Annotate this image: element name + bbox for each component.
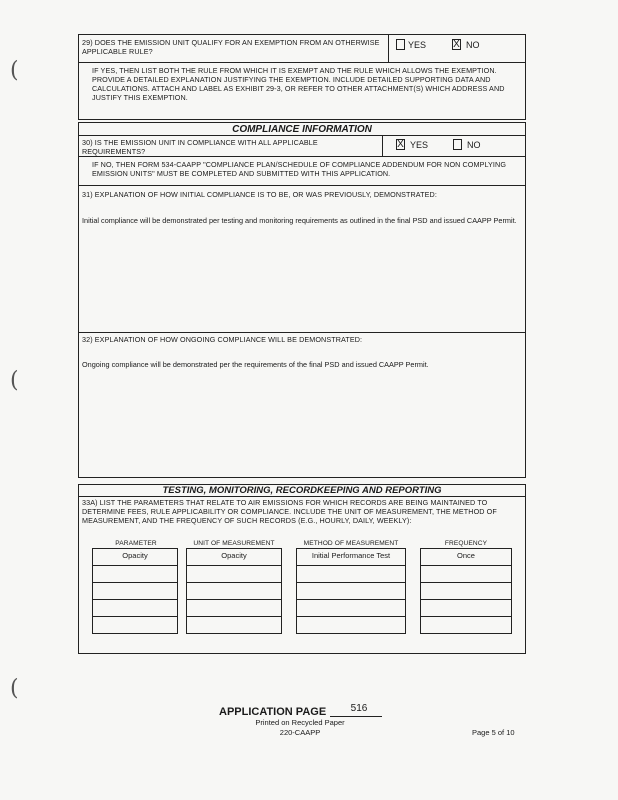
q32-question: 32) EXPLANATION OF HOW ONGOING COMPLIANCE WILL BE DEMONSTRATED: xyxy=(82,335,363,344)
form-id: 220-CAAPP xyxy=(279,728,321,737)
table-cell[interactable] xyxy=(92,582,178,600)
col-header-frequency: FREQUENCY xyxy=(444,540,488,547)
table-cell[interactable] xyxy=(420,616,512,634)
q30-yes-checkbox[interactable]: X xyxy=(397,139,404,150)
table-cell[interactable] xyxy=(420,565,512,583)
q32-answer: Ongoing compliance will be demonstrated per the requirements of the final PSD and issued CAAPP Permit. xyxy=(82,360,429,369)
q31-answer: Initial compliance will be demonstrated per testing and monitoring requirements as outlined in the final PSD and issued CAAPP Permit. xyxy=(82,216,517,225)
q29-yes-checkbox[interactable] xyxy=(396,39,405,50)
page-number: Page 5 of 10 xyxy=(472,728,515,737)
table-cell[interactable] xyxy=(186,565,282,583)
q30-no-label: NO xyxy=(467,140,481,150)
q29-no-label: NO xyxy=(466,40,480,50)
application-page-number: 516 xyxy=(350,703,368,714)
q30-yes-label: YES xyxy=(410,140,429,150)
col-header-parameter: PARAMETER xyxy=(115,540,157,547)
table-cell[interactable] xyxy=(296,616,406,634)
q29-instructions: IF YES, THEN LIST BOTH THE RULE FROM WHICH IT IS EXEMPT AND THE RULE WHICH ALLOWS THE EXEMPTION. PROVIDE A DETAILED EXPLANATION JUSTIFYING THE EXEMPTION. INCLUDE DETAILED SUPPORTING DATA AND CALCULATIONS. ATTACH AND LABEL AS EXHIBIT 29-3, OR REFER TO OTHER ATTACHMENT(S) WHICH ADDRESS AND JUSTIFY THIS EXEMPTION. xyxy=(92,66,505,102)
punch-hole-mark: ( xyxy=(10,58,19,83)
q29-no-checkbox[interactable]: X xyxy=(453,39,460,50)
col-header-method: METHOD OF MEASUREMENT xyxy=(303,540,399,547)
table-cell[interactable]: Opacity xyxy=(92,548,178,566)
table-cell[interactable]: Initial Performance Test xyxy=(296,548,406,566)
table-cell[interactable]: Opacity xyxy=(186,548,282,566)
table-cell[interactable] xyxy=(186,599,282,617)
col-header-unit: UNIT OF MEASUREMENT xyxy=(193,540,275,547)
table-cell[interactable] xyxy=(296,565,406,583)
table-cell[interactable] xyxy=(92,616,178,634)
q29-yes-label: YES xyxy=(408,40,427,50)
recycled-paper-note: Printed on Recycled Paper xyxy=(255,718,345,727)
table-cell[interactable] xyxy=(186,616,282,634)
table-cell[interactable] xyxy=(92,565,178,583)
table-cell[interactable] xyxy=(420,599,512,617)
punch-hole-mark: ( xyxy=(10,676,19,701)
q30-question: 30) IS THE EMISSION UNIT IN COMPLIANCE WITH ALL APPLICABLE REQUIREMENTS? xyxy=(82,138,318,156)
q31-question: 31) EXPLANATION OF HOW INITIAL COMPLIANCE IS TO BE, OR WAS PREVIOUSLY, DEMONSTRATED: xyxy=(82,190,437,199)
table-cell[interactable] xyxy=(296,599,406,617)
table-cell[interactable] xyxy=(296,582,406,600)
compliance-header: COMPLIANCE INFORMATION xyxy=(232,124,372,135)
testing-header: TESTING, MONITORING, RECORDKEEPING AND REPORTING xyxy=(162,485,442,496)
q30-no-checkbox[interactable] xyxy=(453,139,462,150)
table-cell[interactable] xyxy=(186,582,282,600)
q33a-question: 33A) LIST THE PARAMETERS THAT RELATE TO AIR EMISSIONS FOR WHICH RECORDS ARE BEING MAINTAINED TO DETERMINE FEES, RULE APPLICABILITY OR COMPLIANCE. INCLUDE THE UNIT OF MEASUREMENT, THE METHOD OF MEASUREMENT, AND THE FREQUENCY OF SUCH RECORDS (E.G., HOURLY, DAILY, WEEKLY): xyxy=(82,498,497,525)
table-cell[interactable] xyxy=(92,599,178,617)
punch-hole-mark: ( xyxy=(10,368,19,393)
table-cell[interactable] xyxy=(420,582,512,600)
q29-question: 29) DOES THE EMISSION UNIT QUALIFY FOR AN EXEMPTION FROM AN OTHERWISE APPLICABLE RULE? xyxy=(82,38,380,56)
application-page-label: APPLICATION PAGE xyxy=(219,706,327,718)
table-cell[interactable]: Once xyxy=(420,548,512,566)
q30-instructions: IF NO, THEN FORM 534-CAAPP "COMPLIANCE PLAN/SCHEDULE OF COMPLIANCE ADDENDUM FOR NON COMPLYING EMISSION UNITS" MUST BE COMPLETED AND SUBMITTED WITH THIS APPLICATION. xyxy=(92,160,507,178)
